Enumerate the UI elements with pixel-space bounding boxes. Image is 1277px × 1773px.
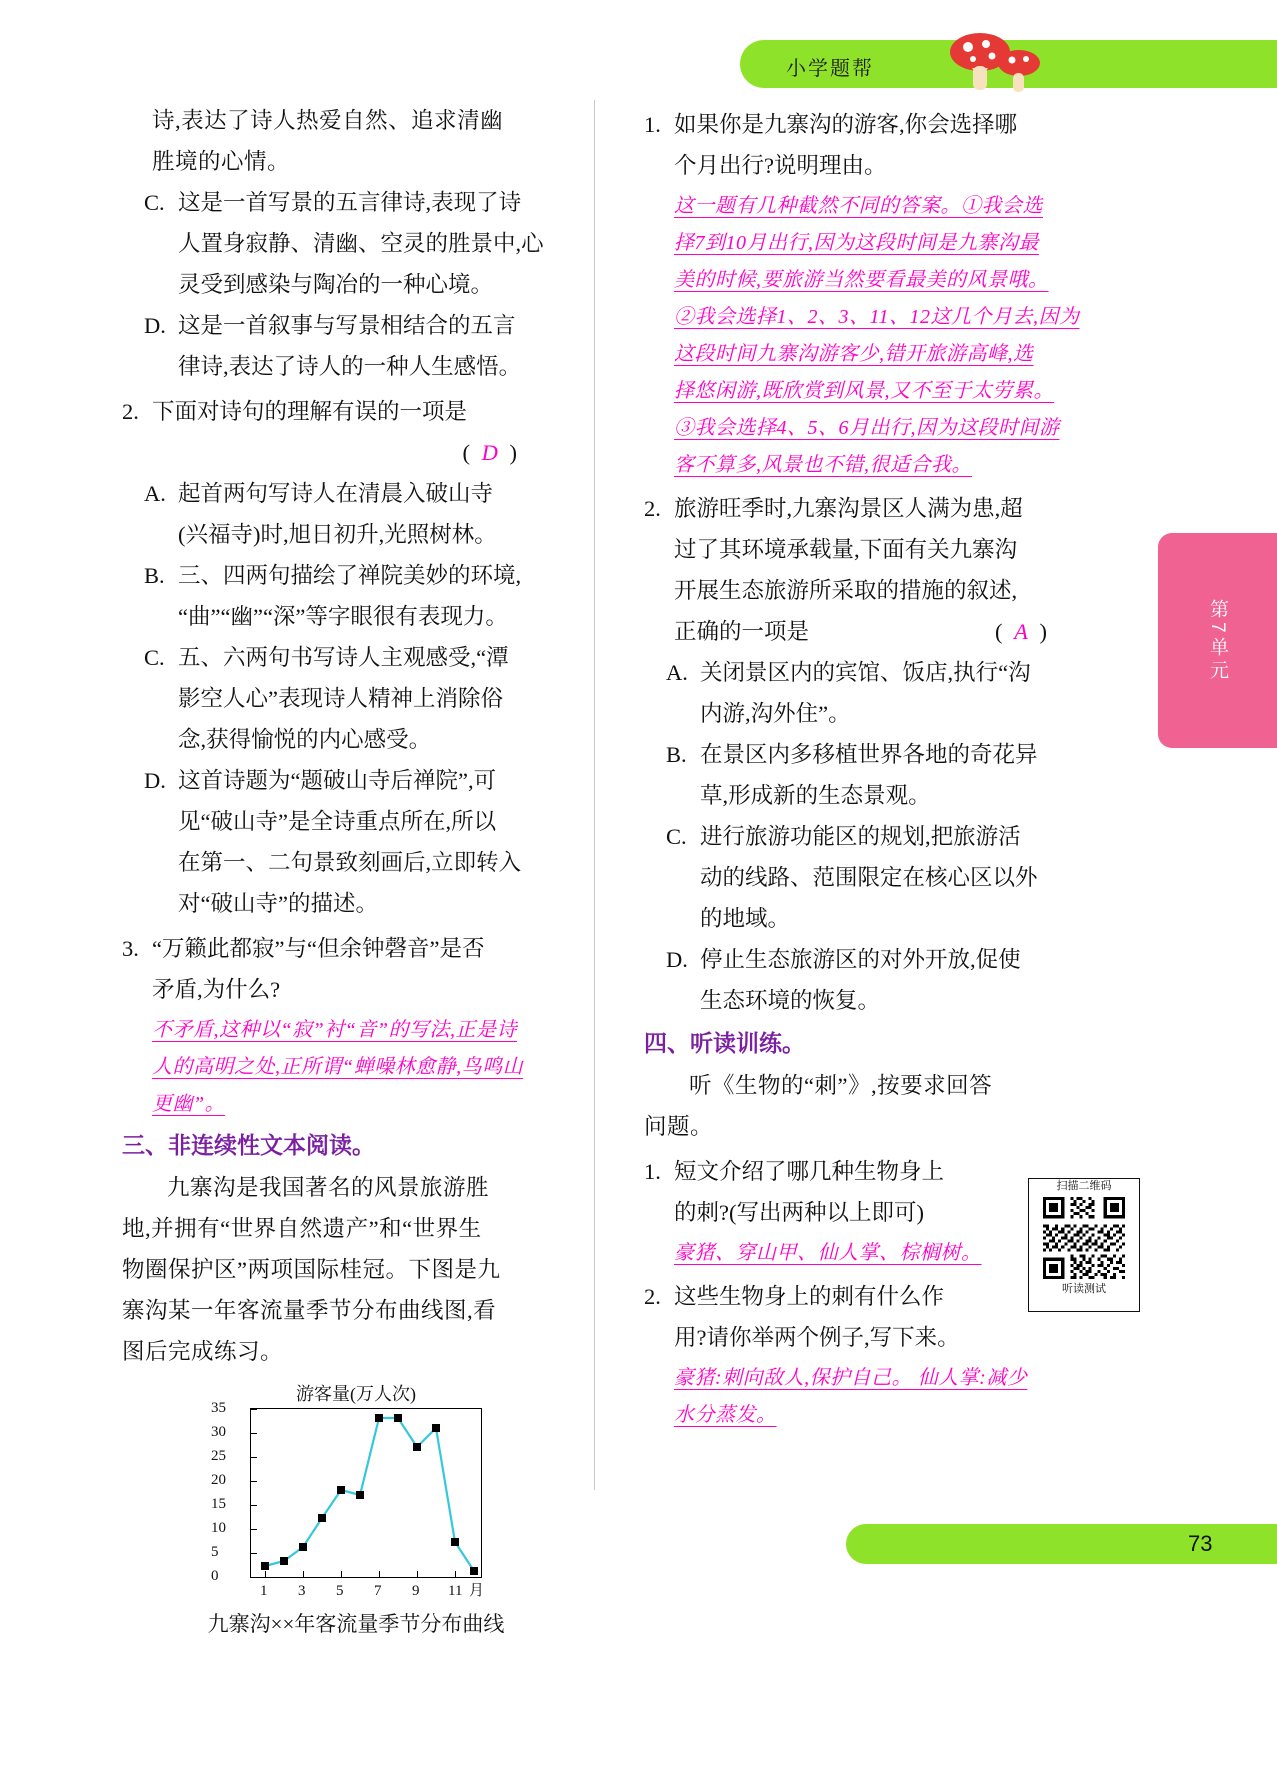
y-tick-label: 25 xyxy=(211,1448,226,1464)
question-number: 2. xyxy=(644,1284,661,1309)
option-line: 动的线路、范围限定在核心区以外 xyxy=(700,865,1038,890)
option-b xyxy=(644,734,1104,816)
option-b xyxy=(122,555,582,637)
option-line: 的地域。 xyxy=(700,906,791,931)
question-2 xyxy=(644,488,1104,652)
option-line: 在景区内多移植世界各地的奇花异 xyxy=(700,742,1038,767)
answer-paren: ( D ) xyxy=(462,440,520,465)
option-label: B. xyxy=(666,742,687,767)
option-label: A. xyxy=(666,660,688,685)
answer-line: 人的高明之处,正所谓“蝉噪林愈静,鸟鸣山 xyxy=(152,1056,524,1078)
option-label: C. xyxy=(666,824,687,849)
chart-series xyxy=(251,1409,480,1576)
option-line: (兴福寺)时,旭日初升,光照树林。 xyxy=(178,522,497,547)
question-number: 1. xyxy=(644,1159,661,1184)
question-stem: 个月出行?说明理由。 xyxy=(674,153,887,178)
column-divider xyxy=(594,100,595,1490)
y-tick-label: 30 xyxy=(211,1424,226,1440)
continuation-line: 胜境的心情。 xyxy=(152,149,291,174)
qr-code-icon[interactable] xyxy=(1040,1194,1128,1282)
question-number: 1. xyxy=(644,112,661,137)
option-label: C. xyxy=(144,190,165,215)
handwritten-answer-3 xyxy=(122,1012,582,1123)
option-line: 五、六两句书写诗人主观感受,“潭 xyxy=(178,645,509,670)
answer-line: 更幽”。 xyxy=(152,1093,226,1115)
page-number: 73 xyxy=(1188,1531,1213,1556)
question-stem: 用?请你举两个例子,写下来。 xyxy=(674,1325,960,1350)
chart-title: 游客量(万人次) xyxy=(296,1384,416,1404)
option-d xyxy=(122,760,582,924)
y-tick-label: 20 xyxy=(211,1472,226,1488)
option-line: 灵受到感染与陶冶的一种心境。 xyxy=(178,272,494,297)
option-line: 进行旅游功能区的规划,把旅游活 xyxy=(700,824,1021,849)
option-a xyxy=(122,473,582,555)
option-d xyxy=(644,939,1104,1021)
option-c xyxy=(644,816,1104,939)
page-title: 小学题帮 xyxy=(786,58,874,80)
answer-line: 豪猪、穿山甲、仙人掌、棕榈树。 xyxy=(674,1242,982,1264)
option-label: A. xyxy=(144,481,166,506)
question-stem: 短文介绍了哪几种生物身上 xyxy=(674,1159,945,1184)
question-3 xyxy=(122,928,582,1010)
qr-code-box[interactable] xyxy=(1028,1178,1140,1312)
question-stem: 这些生物身上的刺有什么作 xyxy=(674,1284,945,1309)
x-axis-label: 月 xyxy=(469,1583,485,1599)
question-2 xyxy=(122,391,582,473)
answer-line: ③我会选择4、5、6月出行,因为这段时间游 xyxy=(674,417,1060,439)
answer-line: 客不算多,风景也不错,很适合我。 xyxy=(674,454,972,476)
option-line: 关闭景区内的宾馆、饭店,执行“沟 xyxy=(700,660,1031,685)
x-tick-label: 9 xyxy=(412,1583,420,1599)
unit-side-tab-label: 第7单元 xyxy=(1207,598,1228,683)
section-heading-three: 三、非连续性文本阅读。 xyxy=(122,1132,375,1158)
listening-intro-line: 问题。 xyxy=(644,1114,714,1139)
qr-top-label: 扫描二维码 xyxy=(1056,1180,1112,1192)
option-a xyxy=(644,652,1104,734)
passage-line: 图后完成练习。 xyxy=(122,1339,284,1364)
option-line: 起首两句写诗人在清晨入破山寺 xyxy=(178,481,494,506)
section-heading-four: 四、听读训练。 xyxy=(644,1030,805,1056)
x-tick-label: 1 xyxy=(260,1583,268,1599)
passage-line: 寨沟某一年客流量季节分布曲线图,看 xyxy=(122,1298,497,1323)
answer-line: ②我会选择1、2、3、11、12这几个月去,因为 xyxy=(674,306,1080,328)
question-stem: 如果你是九寨沟的游客,你会选择哪 xyxy=(674,112,1018,137)
x-tick-label: 11 xyxy=(448,1583,463,1599)
question-stem: 旅游旺季时,九寨沟景区人满为患,超 xyxy=(674,496,1023,521)
option-label: C. xyxy=(144,645,165,670)
chart-caption: 九寨沟××年客流量季节分布曲线 xyxy=(207,1612,505,1636)
option-c xyxy=(122,637,582,760)
answer-line: 择7到10月出行,因为这段时间是九寨沟最 xyxy=(674,232,1039,254)
answer-letter: A xyxy=(1014,619,1031,644)
answer-line: 豪猪:刺向敌人,保护自己。 仙人掌:减少 xyxy=(674,1367,1028,1389)
handwritten-answer-listening-2 xyxy=(644,1360,1104,1434)
option-line: 影空人心”表现诗人精神上消除俗 xyxy=(178,686,503,711)
passage-line: 物圈保护区”两项国际桂冠。下图是九 xyxy=(122,1257,501,1282)
question-number: 2. xyxy=(644,496,661,521)
x-tick-label: 7 xyxy=(374,1583,382,1599)
option-line: 这首诗题为“题破山寺后禅院”,可 xyxy=(178,768,497,793)
y-tick-label: 35 xyxy=(211,1400,226,1416)
option-line: 律诗,表达了诗人的一种人生感悟。 xyxy=(178,354,522,379)
chart-plot-area xyxy=(211,1400,485,1599)
option-line: 这是一首写景的五言律诗,表现了诗 xyxy=(178,190,522,215)
option-c xyxy=(122,182,582,305)
x-tick-label: 5 xyxy=(336,1583,344,1599)
qr-bottom-label: 听读测试 xyxy=(1062,1283,1106,1295)
answer-line: 水分蒸发。 xyxy=(674,1404,777,1426)
option-line: 停止生态旅游区的对外开放,促使 xyxy=(700,947,1021,972)
left-column xyxy=(122,100,582,1638)
option-label: D. xyxy=(144,313,166,338)
answer-line: 不矛盾,这种以“寂”衬“音”的写法,正是诗 xyxy=(152,1019,517,1041)
question-number: 3. xyxy=(122,936,139,961)
option-label: D. xyxy=(666,947,688,972)
option-line: 人置身寂静、清幽、空灵的胜景中,心 xyxy=(178,231,544,256)
continuation-line: 诗,表达了诗人热爱自然、追求清幽 xyxy=(152,108,504,133)
option-line: 生态环境的恢复。 xyxy=(700,988,881,1013)
answer-line: 这一题有几种截然不同的答案。①我会选 xyxy=(674,195,1043,217)
question-stem: 开展生态旅游所采取的措施的叙述, xyxy=(674,578,1018,603)
visitor-chart xyxy=(206,1380,506,1638)
option-line: 见“破山寺”是全诗重点所在,所以 xyxy=(178,809,497,834)
option-line: 内游,沟外住”。 xyxy=(700,701,851,726)
option-line: 在第一、二句景致刻画后,立即转入 xyxy=(178,850,522,875)
option-line: 这是一首叙事与写景相结合的五言 xyxy=(178,313,516,338)
question-number: 2. xyxy=(122,399,139,424)
question-stem: 过了其环境承载量,下面有关九寨沟 xyxy=(674,537,1018,562)
y-tick-label: 5 xyxy=(211,1544,219,1560)
x-tick-label: 3 xyxy=(298,1583,306,1599)
question-stem: 矛盾,为什么? xyxy=(152,977,281,1002)
answer-line: 这段时间九寨沟游客少,错开旅游高峰,选 xyxy=(674,343,1034,365)
y-tick-label: 15 xyxy=(211,1496,226,1512)
passage-line: 九寨沟是我国著名的风景旅游胜 xyxy=(167,1175,490,1200)
question-stem: 下面对诗句的理解有误的一项是 xyxy=(152,399,468,424)
unit-side-tab xyxy=(1158,533,1277,748)
option-line: 草,形成新的生态景观。 xyxy=(700,783,931,808)
answer-line: 美的时候,要旅游当然要看最美的风景哦。 xyxy=(674,269,1049,291)
option-line: 念,获得愉悦的内心感受。 xyxy=(178,727,432,752)
option-line: 三、四两句描绘了禅院美妙的环境, xyxy=(178,563,522,588)
listening-intro-line: 听《生物的“刺”》,按要求回答 xyxy=(689,1073,993,1098)
question-1 xyxy=(644,104,1104,186)
option-line: “曲”“幽”“深”等字眼很有表现力。 xyxy=(178,604,508,629)
option-label: B. xyxy=(144,563,165,588)
question-stem: “万籁此都寂”与“但余钟磬音”是否 xyxy=(152,936,485,961)
y-tick-label: 0 xyxy=(211,1568,219,1584)
answer-line: 择悠闲游,既欣赏到风景,又不至于太劳累。 xyxy=(674,380,1054,402)
y-tick-label: 10 xyxy=(211,1520,226,1536)
option-label: D. xyxy=(144,768,166,793)
passage-line: 地,并拥有“世界自然遗产”和“世界生 xyxy=(122,1216,482,1241)
answer-paren: ( A ) xyxy=(995,619,1050,644)
question-stem: 正确的一项是 xyxy=(674,619,810,644)
answer-letter: D xyxy=(481,440,501,465)
option-d xyxy=(122,305,582,387)
question-stem: 的刺?(写出两种以上即可) xyxy=(674,1200,924,1225)
mushroom-icon xyxy=(940,30,1050,92)
option-line: 对“破山寺”的描述。 xyxy=(178,891,378,916)
handwritten-answer-1 xyxy=(644,188,1104,484)
